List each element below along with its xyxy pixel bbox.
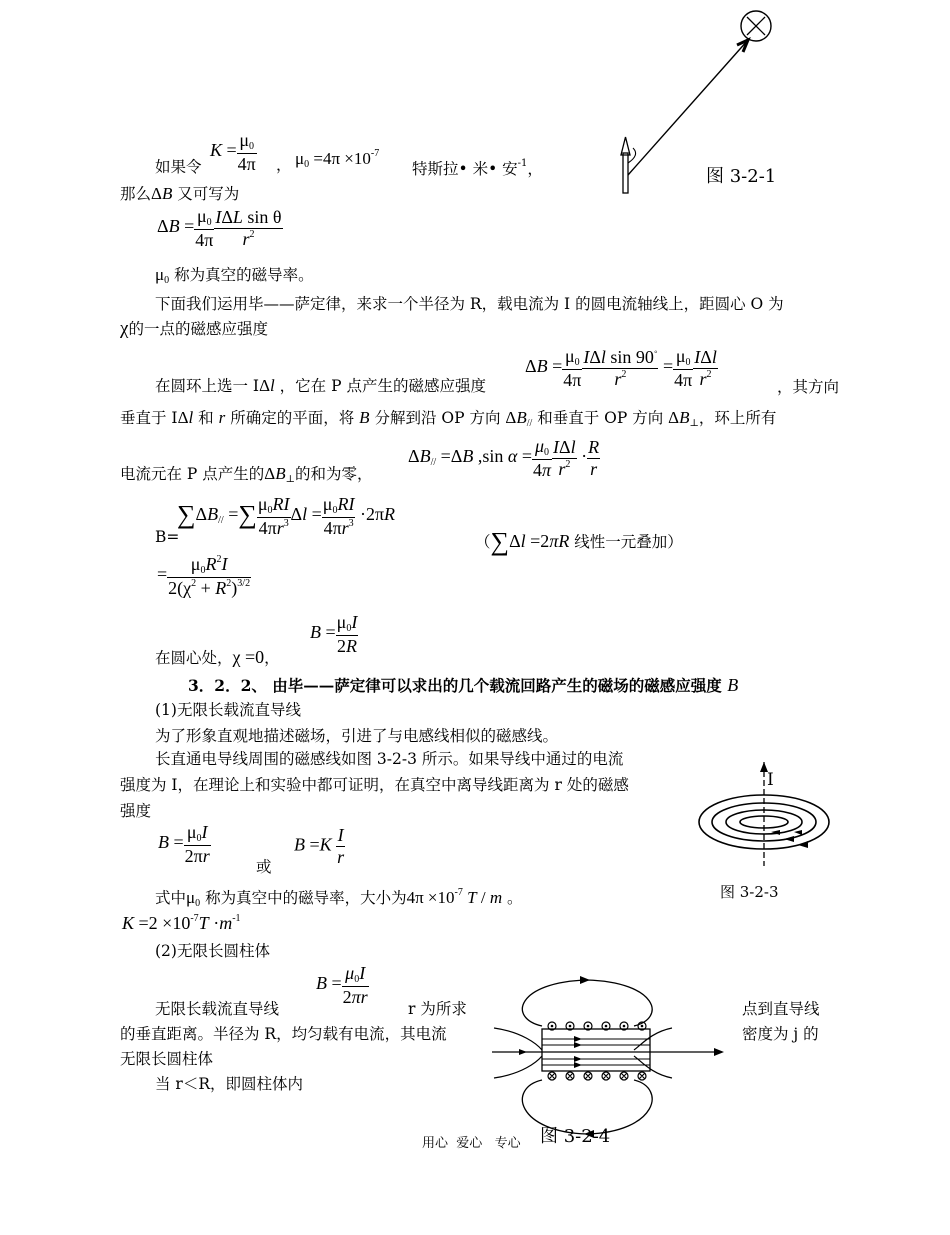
p4-line1: 下面我们运用毕——萨定律，来求一个半径为 R，载电流为 I 的圆电流轴线上，距圆心 O 为 bbox=[155, 295, 784, 313]
p1-units: 特斯拉• 米• 安$^{-1}$， bbox=[412, 158, 543, 178]
s2-line3: 无限长圆柱体 bbox=[120, 1050, 214, 1068]
s2-line1-b: r 为所求 bbox=[408, 1000, 467, 1018]
s2-line2-b: 密度为 j 的 bbox=[742, 1025, 819, 1043]
point-into-page-icon bbox=[741, 11, 771, 41]
formula-B-wire-2: B = $\frac{\mu_0I}{2\pi r}$ bbox=[316, 963, 368, 1007]
figure-3-2-4 bbox=[492, 980, 732, 1140]
formula-dB-sin90: ΔB = $\frac{\mu_0}{4\pi}$ $\frac{I\Delta l \sin 90^◦}{r^2}$ = $\frac{\mu_0}{4\pi}$ $\frac{\text{IΔl}}{r^2}$ bbox=[525, 346, 717, 390]
s1-title: (1)无限长载流直导线 bbox=[155, 701, 301, 719]
p2-text: 那么ΔB 又可写为 bbox=[120, 184, 240, 203]
s2-title: (2)无限长圆柱体 bbox=[155, 942, 270, 960]
s2-line2-a: 的垂直距离。半径为 R，均匀载有电流，其电流 bbox=[120, 1025, 447, 1043]
s1-or: 或 bbox=[256, 858, 272, 876]
s1-desc: 式中$\mu_0$ 称为真空中的磁导率，大小为$4\pi \times 10^{-7}$ T / m 。 bbox=[155, 887, 523, 909]
p1-lead: 如果令 bbox=[155, 158, 202, 176]
fig3-current-label: I bbox=[767, 770, 774, 790]
formula-dB-parallel: $\Delta B_{//} =\Delta B$ ,sin α = $\frac{\mu_0}{4\pi}$ $\frac{\text{IΔl}}{r^2}$ · $\frac{R}{r}$ bbox=[408, 436, 600, 480]
formula-K-value: $K =2 \times 10^{-7}T \cdot m^{-1}$ bbox=[122, 913, 241, 933]
p3: $\mu_0$ 称为真空的磁导率。 bbox=[155, 265, 314, 286]
p8-B-eq: B= bbox=[155, 528, 180, 546]
s1-line3: 强度为 I，在理论上和实验中都可证明，在真空中离导线距离为 r 处的磁感 bbox=[120, 776, 629, 794]
formula-K: K = $\frac{\mu_0}{4\pi}$ bbox=[210, 130, 256, 174]
s1-line4: 强度 bbox=[120, 802, 152, 820]
s2-line1-a: 无限长载流直导线 bbox=[155, 1000, 280, 1018]
figure-3-2-3 bbox=[690, 760, 835, 870]
formula-B-wire: B = $\frac{\mu_0I}{2\pi r}$ bbox=[158, 822, 210, 866]
s1-line2: 长直通电导线周围的磁感线如图 3-2-3 所示。如果导线中通过的电流 bbox=[155, 750, 624, 768]
formula-B-center: B = $\frac{\mu_0I}{2R}$ bbox=[310, 612, 358, 656]
p5: 在圆环上选一 IΔl ，它在 P 点产生的磁感应强度 bbox=[155, 376, 486, 395]
fig3-caption: 图 3-2-3 bbox=[720, 883, 779, 901]
formula-B-sum: $\sum\Delta B_{//}$ =∑ $\frac{\mu_0RI}{4\pi r^3}$ Δl = $\frac{\mu_0RI}{4\pi r^3}$ ·2πR bbox=[177, 494, 396, 538]
p9: 在圆心处，χ =0， bbox=[155, 647, 280, 667]
current-in-icons bbox=[548, 1072, 646, 1080]
p7: 电流元在 P 点产生的$\Delta B_\perp$的和为零， bbox=[120, 464, 373, 485]
p5-end: ，其方向 bbox=[777, 378, 840, 396]
formula-mu0-value: $\mu_0 =4\pi \times 10^{-7}$ bbox=[295, 148, 380, 170]
p6: 垂直于 IΔl 和 r 所确定的平面，将 B 分解到沿 OP 方向 $\Delta B_{//}$ 和垂直于 OP 方向 $\Delta B_\perp$，环上所有 bbox=[120, 408, 777, 429]
fig4-caption: 图 3-2-4 bbox=[540, 1126, 611, 1147]
p4-line2: χ的一点的磁感应强度 bbox=[120, 318, 268, 339]
s2-line1-c: 点到直导线 bbox=[742, 1000, 820, 1018]
footer: 用心 爱心 专心 bbox=[422, 1136, 521, 1151]
fig1-caption: 图 3-2-1 bbox=[706, 166, 777, 187]
formula-B-wire-K: B =K $\frac{I}{r}$ bbox=[294, 825, 345, 867]
current-element-arrow bbox=[621, 137, 636, 193]
p1-comma: ， bbox=[276, 156, 292, 174]
formula-biot-savart: ΔB = $\frac{\mu_0}{4\pi}$ $\frac{\text{IΔL sin θ}}{r^2}$ bbox=[157, 206, 282, 250]
s2-line4: 当 r＜R，即圆柱体内 bbox=[155, 1075, 304, 1093]
s1-line1: 为了形象直观地描述磁场，引进了与电感线相似的磁感线。 bbox=[155, 727, 559, 745]
section-heading: 3．2．2、 由毕——萨定律可以求出的几个载流回路产生的磁场的磁感应强度 B bbox=[188, 675, 739, 695]
position-vector-line bbox=[628, 40, 748, 175]
p8-note: （∑Δl =2πR 线性一元叠加） bbox=[475, 527, 683, 556]
formula-B-result: = $\frac{\mu_0R^2I}{2(\chi^2 + R^2)^{3/2}}$ bbox=[157, 554, 251, 598]
